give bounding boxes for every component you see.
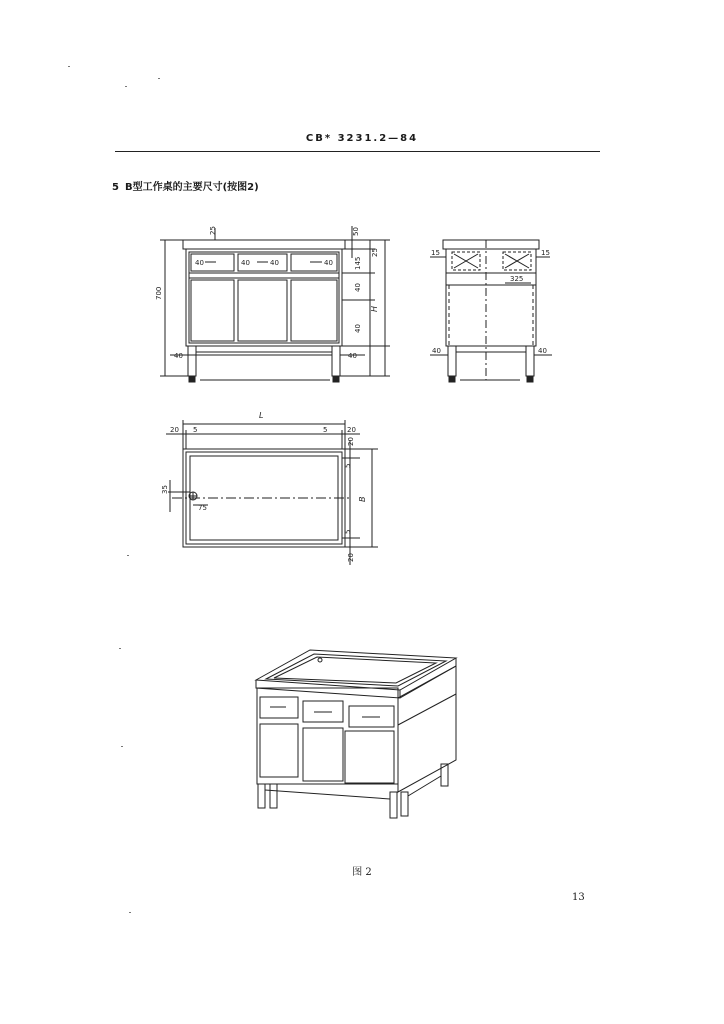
iso-door-middle [303,728,343,781]
dim-drawer-right: 40 [324,259,333,267]
plan-view [161,411,378,565]
front-body [186,249,342,346]
section-title: B型工作桌的主要尺寸(按图2) [124,182,259,193]
dim-plan-left-inner: 5 [193,426,198,434]
dim-h-label: H [370,305,379,312]
front-leg-left [188,346,196,376]
dim-plan-top-inner: 5 [344,463,352,468]
section-number: 5 [112,182,119,193]
side-leg-right [526,346,534,376]
dim-door-split-lower: 40 [354,324,362,333]
dim-top-thickness: 25 [209,226,217,235]
dim-plan-width: B [358,496,367,502]
dim-right-edge: 25 [371,248,379,257]
standard-code-header: CB* 3231.2—84 [305,133,419,144]
dim-side-leg-left: 40 [432,347,441,355]
dim-plan-bottom-inner: 5 [344,529,352,534]
dim-plan-hole-offset: 35 [161,485,169,494]
dim-plan-right-top: 20 [347,437,355,446]
dim-top-overhang: 50 [352,227,360,236]
dim-plan-right-inner: 5 [323,426,328,434]
side-tabletop [443,240,539,249]
page-number: 13 [572,892,585,903]
dim-side-leg-right: 40 [538,347,547,355]
front-body-inner [189,252,339,343]
front-door-right [291,280,337,341]
side-view [430,240,552,382]
dim-drawer-middle-a: 40 [241,259,250,267]
dim-drawer-middle-b: 40 [270,259,279,267]
iso-body-side [398,666,456,792]
dim-drawer-left: 40 [195,259,204,267]
figure-caption: 图 2 [352,867,372,878]
front-door-middle [238,280,287,341]
dim-plan-bottom-margin: 20 [347,553,355,562]
dim-side-left-inset: 15 [431,249,440,257]
side-leg-left [448,346,456,376]
front-tabletop [183,240,345,249]
dim-drawer-height: 145 [354,256,362,270]
front-leg-right [332,346,340,376]
front-view [155,226,390,382]
dim-leg-right: 40 [348,352,357,360]
side-body [446,249,536,346]
dim-side-inner-width: 325 [510,275,524,283]
dim-overall-height: 700 [155,286,163,300]
dim-side-right-inset: 15 [541,249,550,257]
front-door-left [191,280,234,341]
iso-door-left [260,724,298,777]
dim-leg-left: 40 [174,352,183,360]
dim-plan-right-margin: 20 [347,426,356,434]
dim-plan-hole-dia: 75 [198,504,207,512]
dim-door-split-upper: 40 [354,283,362,292]
iso-body-front [257,688,398,784]
isometric-view [256,650,456,818]
dim-plan-left-margin: 20 [170,426,179,434]
dim-plan-length: L [259,411,264,420]
iso-door-right [345,731,394,783]
